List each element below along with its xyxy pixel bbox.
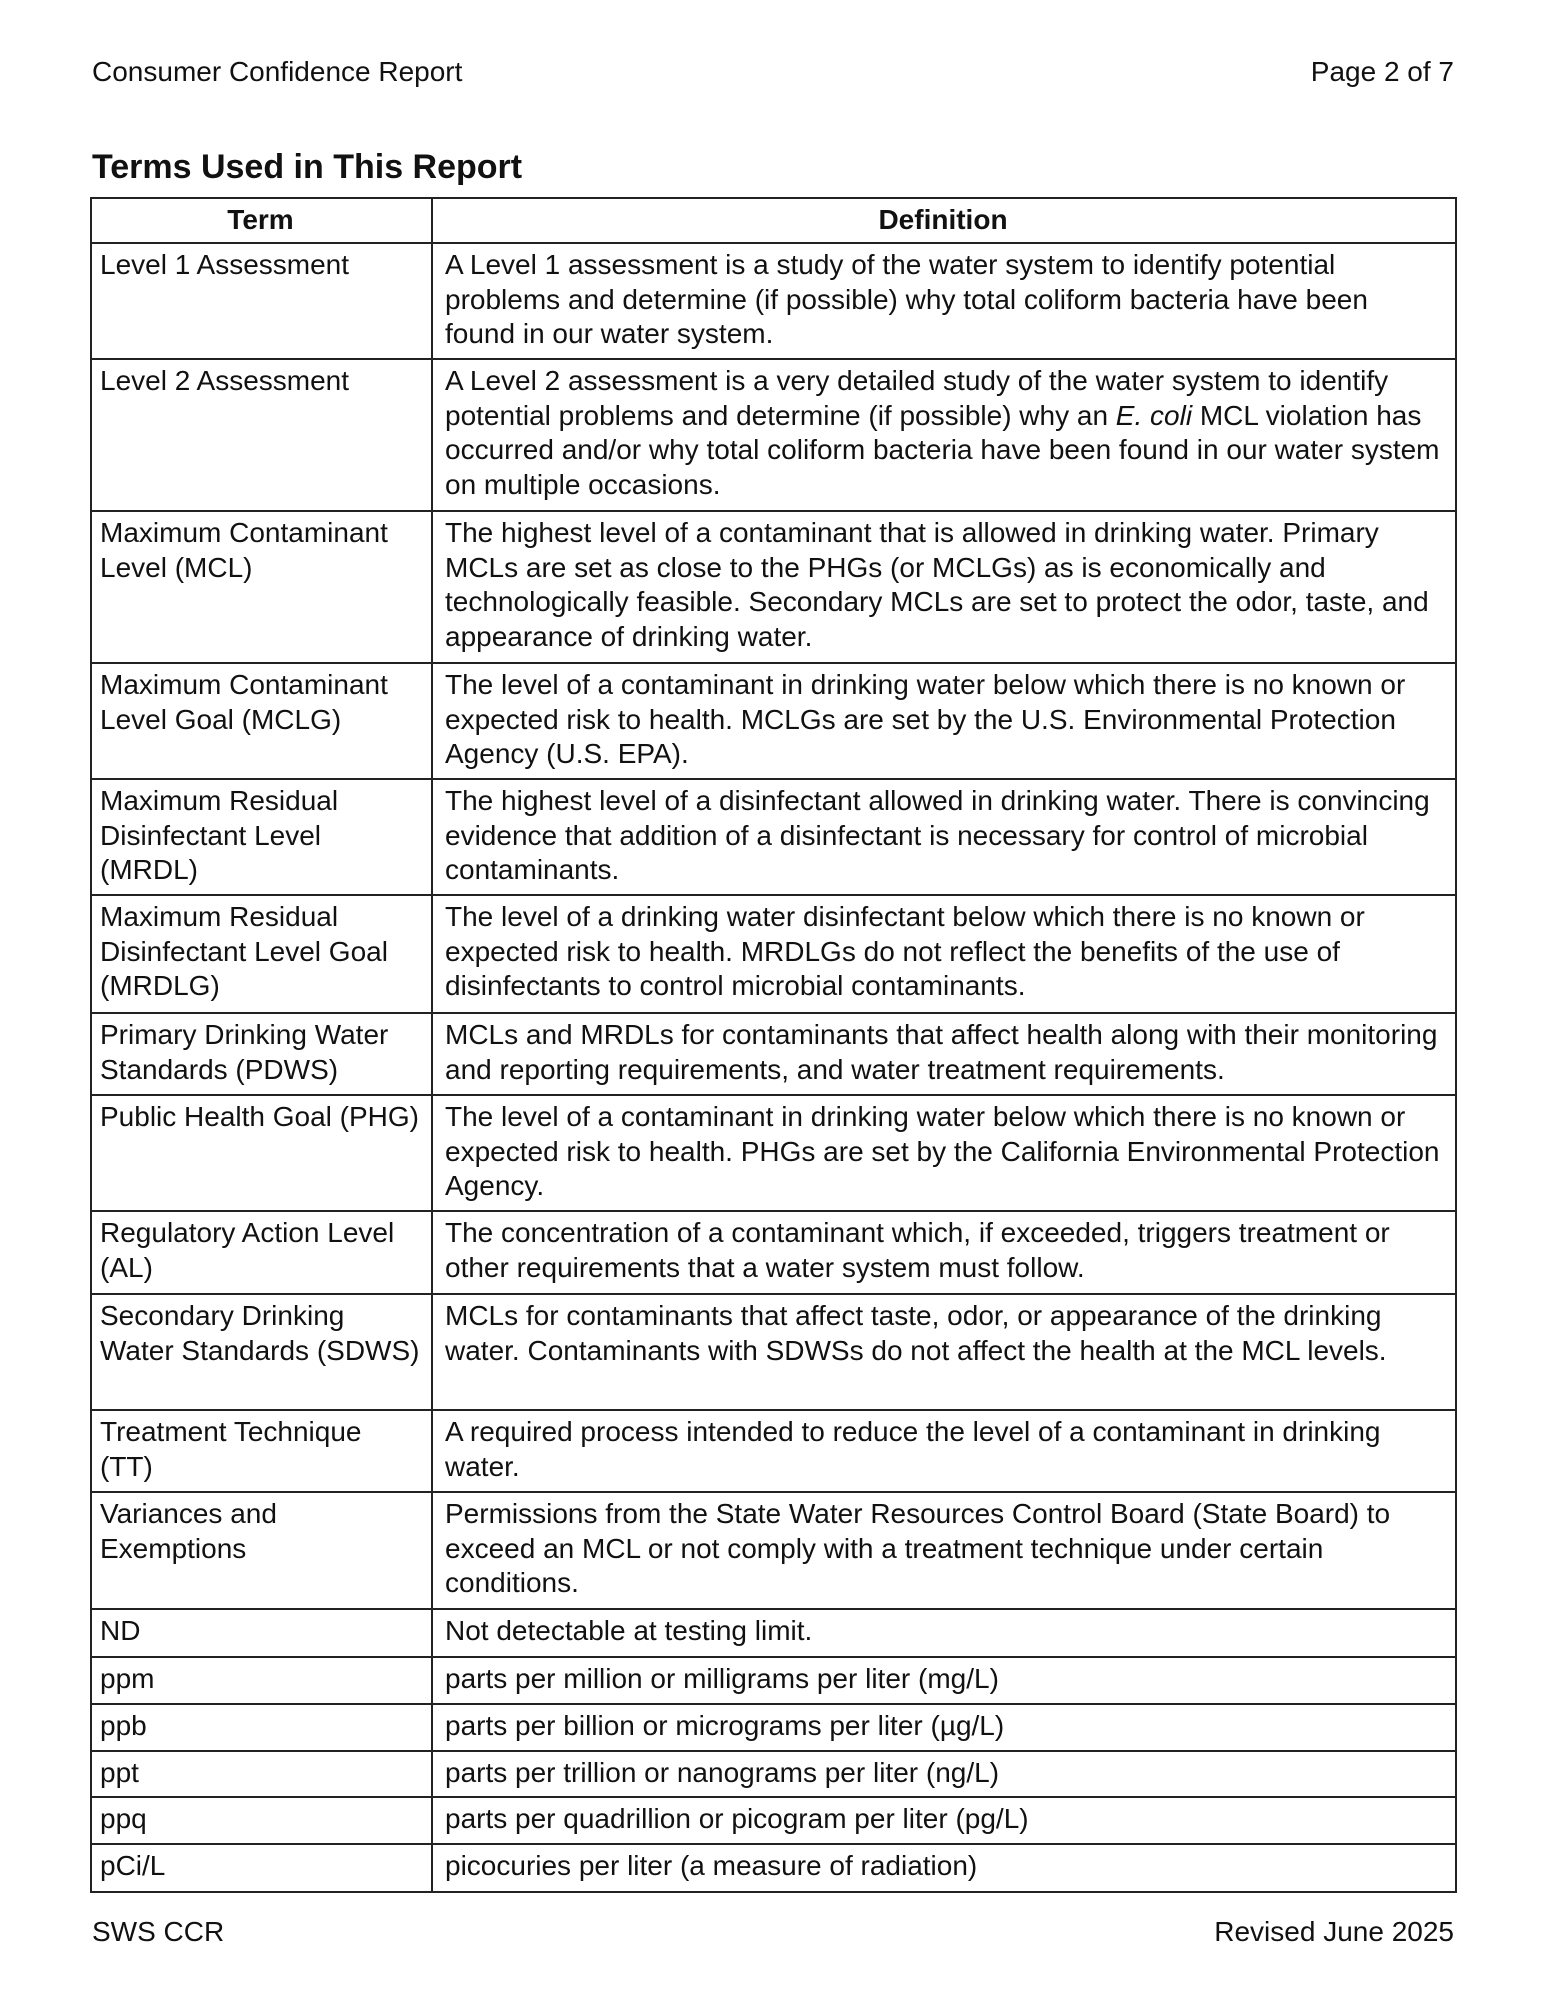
column-header-definition: Definition: [432, 198, 1456, 243]
term-cell: Treatment Technique (TT): [91, 1410, 432, 1492]
table-row: [91, 511, 1456, 663]
definition-cell: A Level 1 assessment is a study of the water system to identify potential problems and determine (if possible) why total coliform bacteria have been found in our water system.: [432, 243, 1456, 359]
term-cell: Primary Drinking Water Standards (PDWS): [91, 1013, 432, 1095]
term-cell: Level 1 Assessment: [91, 243, 432, 359]
table-header-row: [91, 198, 1456, 243]
table-row: [91, 1013, 1456, 1095]
term-cell: Public Health Goal (PHG): [91, 1095, 432, 1211]
table-row: [91, 1657, 1456, 1704]
term-cell: Maximum Residual Disinfectant Level Goal (MRDLG): [91, 895, 432, 1013]
definition-italic-term: E. coli: [1115, 399, 1193, 431]
section-title: Terms Used in This Report: [92, 148, 523, 186]
definition-text: A Level 2 assessment is a very detailed study of the water system to identify potential problems and determine (if possible) why an: [445, 365, 1389, 431]
term-cell: ppt: [91, 1751, 432, 1797]
term-cell: ppm: [91, 1657, 432, 1704]
definition-cell: A required process intended to reduce the level of a contaminant in drinking water.: [432, 1410, 1456, 1492]
term-cell: Regulatory Action Level (AL): [91, 1211, 432, 1294]
term-cell: pCi/L: [91, 1844, 432, 1892]
table-row: [91, 1410, 1456, 1492]
definition-cell: The level of a contaminant in drinking water below which there is no known or expected risk to health. PHGs are set by the California Environmental Protection Agency.: [432, 1095, 1456, 1211]
term-cell: ND: [91, 1609, 432, 1657]
term-cell: Level 2 Assessment: [91, 359, 432, 511]
definition-cell: parts per trillion or nanograms per liter (ng/L): [432, 1751, 1456, 1797]
term-cell: Variances and Exemptions: [91, 1492, 432, 1609]
footer-doc-code: SWS CCR: [92, 1916, 225, 1947]
term-cell: ppb: [91, 1704, 432, 1751]
table-row: [91, 243, 1456, 359]
report-name: Consumer Confidence Report: [92, 56, 463, 87]
page-header: [92, 52, 1454, 92]
footer-revision-date: Revised June 2025: [1214, 1916, 1454, 1947]
term-cell: ppq: [91, 1797, 432, 1844]
table-row: [91, 1797, 1456, 1844]
table-row: [91, 1751, 1456, 1797]
definition-cell: The level of a drinking water disinfectant below which there is no known or expected risk to health. MRDLGs do not reflect the benefits of the use of disinfectants to control microbial contaminants.: [432, 895, 1456, 1013]
table-row: [91, 895, 1456, 1013]
page-number: Page 2 of 7: [1310, 56, 1454, 87]
term-cell: Maximum Residual Disinfectant Level (MRDL): [91, 779, 432, 895]
table-row: [91, 663, 1456, 779]
term-cell: Secondary Drinking Water Standards (SDWS): [91, 1294, 432, 1410]
table-row: [91, 1095, 1456, 1211]
table-row: [91, 1704, 1456, 1751]
table-row: [91, 359, 1456, 511]
table-row: [91, 1844, 1456, 1892]
definition-cell: The highest level of a contaminant that is allowed in drinking water. Primary MCLs are set as close to the PHGs (or MCLGs) as is economically and technologically feasible. Secondary MCLs are set to protect the odor, taste, and appearance of drinking water.: [432, 511, 1456, 663]
definition-cell: The concentration of a contaminant which, if exceeded, triggers treatment or other requirements that a water system must follow.: [432, 1211, 1456, 1294]
definition-cell: parts per billion or micrograms per liter (µg/L): [432, 1704, 1456, 1751]
definition-cell: parts per million or milligrams per liter (mg/L): [432, 1657, 1456, 1704]
table-row: [91, 779, 1456, 895]
definition-text: MCL violation has occurred and/or why total coliform bacteria have been found in our water system on multiple occasions.: [445, 399, 1440, 500]
definition-cell: MCLs and MRDLs for contaminants that affect health along with their monitoring and reporting requirements, and water treatment requirements.: [432, 1013, 1456, 1095]
definition-cell: MCLs for contaminants that affect taste, odor, or appearance of the drinking water. Contaminants with SDWSs do not affect the health at the MCL levels.: [432, 1294, 1456, 1410]
column-header-term: Term: [91, 198, 432, 243]
terms-table: [90, 197, 1457, 1893]
definition-cell: Permissions from the State Water Resources Control Board (State Board) to exceed an MCL or not comply with a treatment technique under certain conditions.: [432, 1492, 1456, 1609]
table-row: [91, 1609, 1456, 1657]
definition-cell: Not detectable at testing limit.: [432, 1609, 1456, 1657]
definition-cell: [432, 359, 1456, 511]
term-cell: Maximum Contaminant Level Goal (MCLG): [91, 663, 432, 779]
definition-cell: The highest level of a disinfectant allowed in drinking water. There is convincing evidence that addition of a disinfectant is necessary for control of microbial contaminants.: [432, 779, 1456, 895]
page-footer: [92, 1912, 1454, 1952]
term-cell: Maximum Contaminant Level (MCL): [91, 511, 432, 663]
table-row: [91, 1211, 1456, 1294]
definition-cell: parts per quadrillion or picogram per liter (pg/L): [432, 1797, 1456, 1844]
table-row: [91, 1294, 1456, 1410]
table-row: [91, 1492, 1456, 1609]
terms-table-body: [91, 243, 1456, 1892]
definition-cell: The level of a contaminant in drinking water below which there is no known or expected risk to health. MCLGs are set by the U.S. Environmental Protection Agency (U.S. EPA).: [432, 663, 1456, 779]
definition-cell: picocuries per liter (a measure of radiation): [432, 1844, 1456, 1892]
